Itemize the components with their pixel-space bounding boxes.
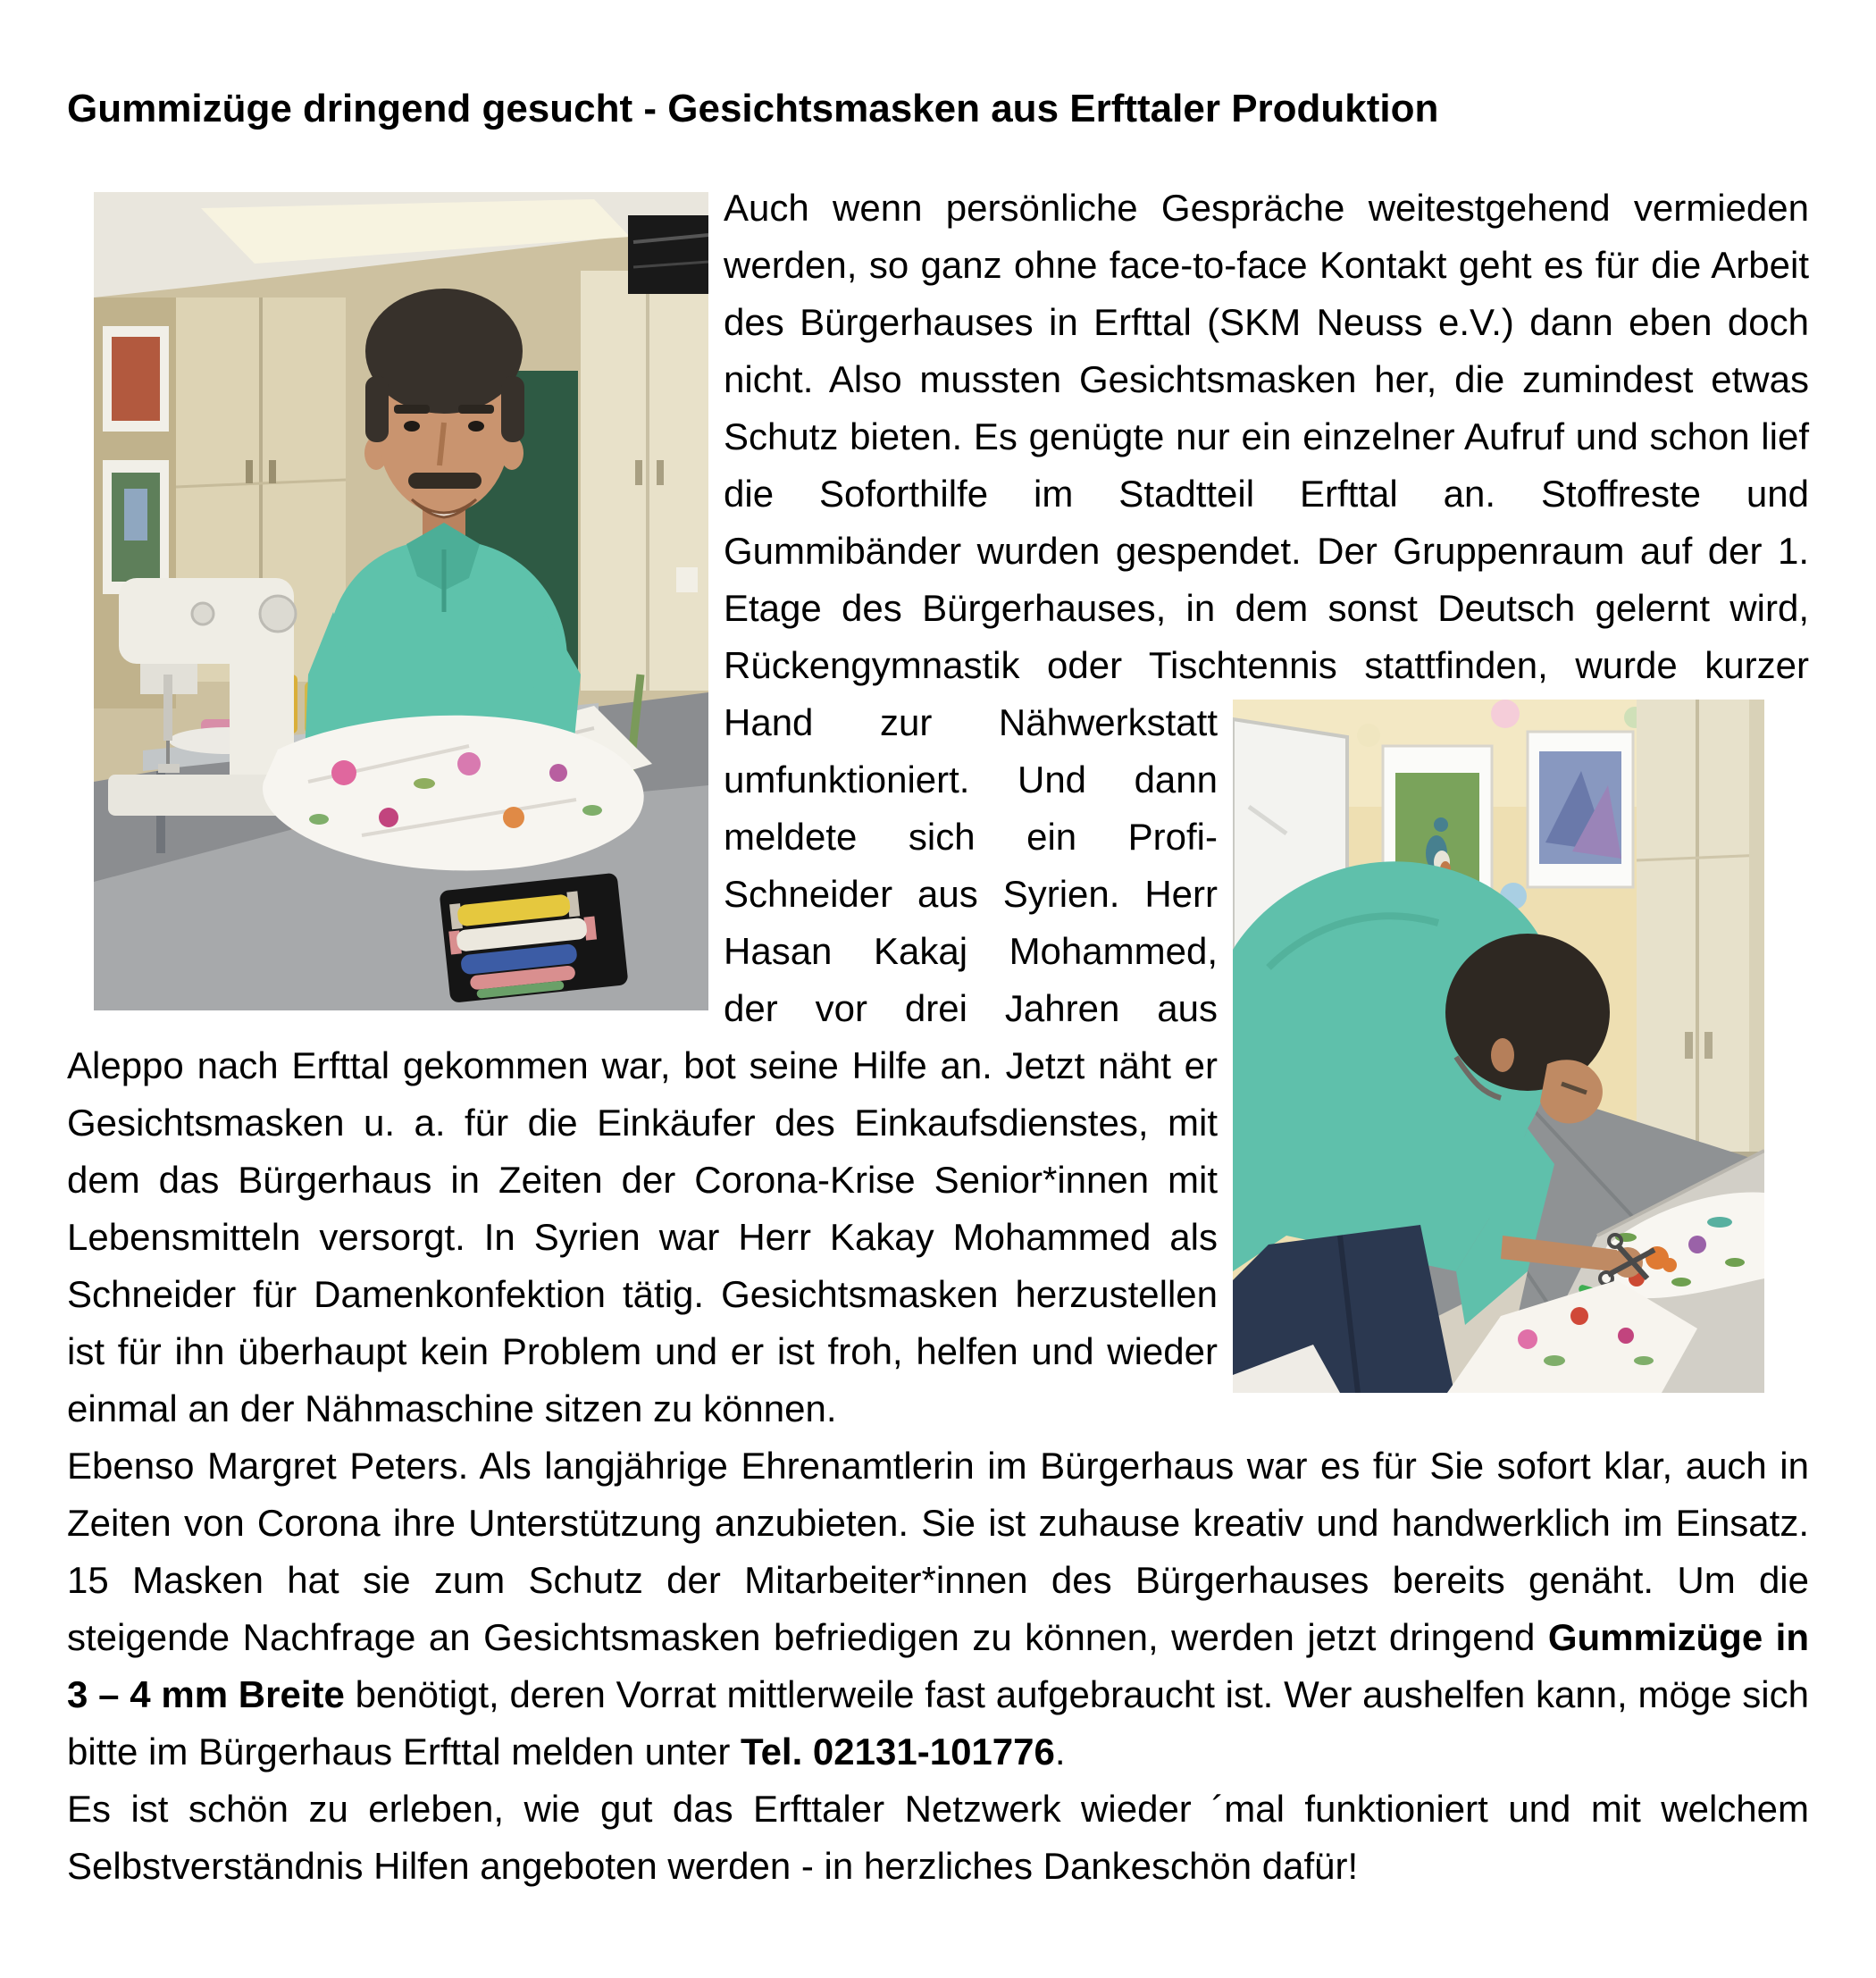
article-title: Gummizüge dringend gesucht - Gesichtsmasken aus Erfttaler Produktion	[67, 87, 1439, 130]
eye	[404, 421, 420, 432]
paragraph-2-text-b: benötigt, deren Vorrat mittlerweile fast aufgebraucht ist. Wer aushelfen kann, möge sich bitte im Bürgerhaus Erfttal melden unter	[67, 1673, 1809, 1773]
paragraph-2	[67, 1437, 1809, 1781]
fabric-cutting-photo-illustration	[1233, 700, 1764, 1393]
light-switch	[676, 567, 698, 592]
ear	[1491, 1038, 1514, 1072]
stereo-boxes	[628, 215, 708, 294]
sewing-machine-photo	[94, 192, 708, 1010]
mustache	[408, 473, 482, 489]
cupboard	[1637, 700, 1764, 1164]
thread-box	[439, 873, 628, 1003]
phone-number: Tel. 02131-101776	[741, 1731, 1055, 1773]
fabric-cutting-photo	[1233, 700, 1764, 1393]
paragraph-2-text-a: Ebenso Margret Peters. Als langjährige Ehrenamtlerin im Bürgerhaus war es für Sie sofort klar, auch in Zeiten von Corona ihre Unterstützung anzubieten. Sie ist zuhause kreativ und handwerklich im Einsatz. 15 Masken hat sie zum Schutz der Mitarbeiter*innen des Bürgerhauses bereits genäht. Um die steigende Nachfrage an Gesichtsmasken befriedigen zu können, werden jetzt dringend	[67, 1445, 1809, 1658]
sewing-machine-photo-illustration	[94, 192, 708, 1010]
paragraph-1-text-a: Auch wenn persönliche Gespräche weitestgehend vermieden werden, so ganz ohne face-to-face Kontakt geht es für die Arbeit des Bürgerhauses in Erfttal (SKM Neuss e.V.) dann eben doch nicht. Also mussten Gesichtsmasken her, die zumindest etwas Schutz bieten. Es genügte nur ein einzelner Aufruf und schon lief die Soforthilfe im Stadtteil Erfttal an. Stoffreste und Gummibänder wurden gespendet. Der Gruppenraum auf der 1. Etage des Bürgerhauses, in dem sonst Deutsch gelernt wird, Rückengymnastik oder Tischtennis stattfinden, wurde kurzer	[724, 187, 1809, 686]
paragraph-3: Es ist schön zu erleben, wie gut das Erfttaler Netzwerk wieder ´mal funktioniert und mit welchem Selbstverständnis Hilfen angeboten werden - in herzliches Dankeschön dafür!	[67, 1788, 1809, 1887]
eyebrow	[458, 405, 494, 414]
eyebrow	[394, 405, 430, 414]
highlight-gummizuege: Gummizüge in 3 – 4 mm Breite	[67, 1616, 1809, 1715]
hair	[365, 289, 523, 414]
paragraph-2-text-c: .	[1054, 1731, 1066, 1773]
eye	[468, 421, 484, 432]
paragraph-1	[67, 180, 1809, 1437]
paragraph-1-text-b: Hand zur Nähwerkstatt umfunktioniert. Und dann meldete sich ein Profi-Schneider aus Syrien. Herr Hasan Kakaj Mohammed, der vor drei Jahren aus Aleppo nach Erfttal gekommen war, bot seine Hilfe an. Jetzt näht er Gesichtsmasken u. a. für die Einkäufer des Einkaufsdienstes, mit dem das Bürgerhaus in Zeiten der Corona-Krise Senior*innen mit Lebensmitteln versorgt. In Syrien war Herr Kakay Mohammed als Schneider für Damenkonfektion tätig. Gesichtsmasken herzustellen ist für ihn überhaupt kein Problem und er ist froh, helfen und wieder einmal an der Nähmaschine sitzen zu können.	[67, 701, 1218, 1429]
